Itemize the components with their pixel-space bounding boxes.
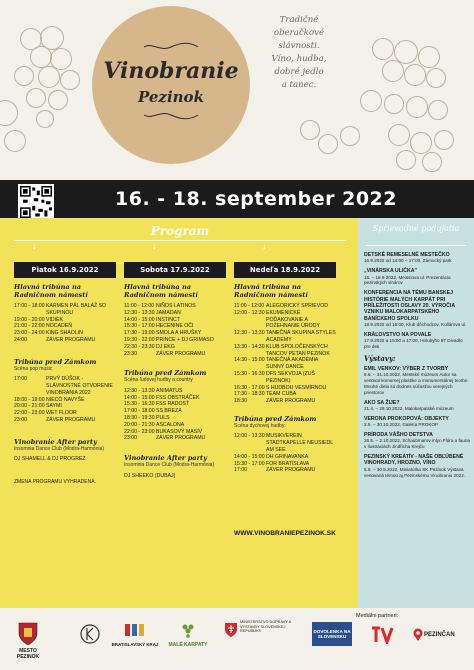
performer: EKUMENICKÉ POĎAKOVANIE A POŽEHNANIE ÚRODY	[266, 309, 320, 330]
schedule-row	[124, 415, 226, 422]
time: 22:00 - 23:00	[14, 410, 45, 417]
time: 23:00	[124, 435, 137, 442]
event-dates: 16. - 18. september 2022	[115, 188, 397, 210]
schedule-row	[14, 330, 116, 337]
logo-badge	[92, 6, 250, 164]
event-name: VERONA PROKOPOVÁ: OBJEKTY	[364, 415, 449, 422]
schedule-row	[124, 408, 226, 415]
performer: NIECÓ NAVYŠE	[46, 396, 85, 403]
schedule-row	[234, 310, 336, 330]
header	[0, 0, 474, 180]
time: 20:00 - 21:30	[124, 421, 155, 428]
performer: KING SHAOLIN	[46, 330, 83, 337]
time: 12:30 - 13:30	[124, 309, 155, 316]
performer: DJ EKG	[156, 343, 175, 350]
schedule-row	[124, 351, 226, 358]
schedule-row	[14, 417, 116, 424]
time: 16:30 - 17:00	[234, 384, 265, 391]
time: 20:00 - 21:00	[14, 403, 45, 410]
side-events-title: Sprievodné podujatia	[372, 224, 460, 233]
event-detail: 21.4. – 29.10.2022, Malokarpatské múzeum	[364, 406, 454, 412]
performer: ASCALONA	[156, 421, 185, 428]
website-link[interactable]: WWW.VINOBRANIEPEZINOK.SK	[234, 530, 336, 538]
event-detail: 18.9.2022 od 15:00, Klub dôchodcov, Kollárova ul.	[364, 322, 467, 328]
time: 19:30 - 22:00	[124, 336, 155, 343]
stage-subtitle: Insomnia Dance Club (Modra-Harmónia)	[124, 462, 215, 469]
stage-title: Vinobranie After party	[124, 454, 207, 463]
time: 23:00 - 24:00	[14, 330, 45, 337]
tagline-line: Víno, hudba,	[271, 54, 327, 64]
stage-title: Tribúna pred Zámkom	[234, 414, 317, 423]
arrow-down-icon: ↓	[152, 241, 157, 251]
logo-subtitle: Pezinok	[138, 88, 204, 106]
performer: SMOLA A HRUŠKY	[156, 330, 202, 337]
time: 22:00 - 23:00	[124, 428, 155, 435]
performer: ZÁVER PROGRAMU	[46, 336, 96, 343]
time: 14:00 - 15:00	[234, 453, 265, 460]
performer: BUKASOVÝ MASÍV	[156, 428, 203, 435]
schedule-row	[14, 303, 116, 317]
partner-logo-text: BRATISLAVSKÝ KRAJ	[111, 642, 159, 647]
stage-subtitle: Scéna dychovej hudby	[234, 422, 285, 429]
coat-of-arms-icon	[18, 622, 38, 646]
partner-logo-text: PEZINČAN	[424, 632, 455, 638]
time: 15:30 - 16:30	[124, 401, 155, 408]
tv-logo-icon	[370, 626, 394, 644]
performer: FSS RADOSŤ	[156, 401, 190, 408]
event-name: AKO SA ŽIJE?	[364, 399, 400, 406]
partner-logo-text: MINISTERSTVO DOPRAVY A VÝSTAVBY SLOVENSKEJ REPUBLIKY	[240, 620, 291, 634]
event-name: PRÍRODA VÁŠHO DETSTVA	[364, 432, 433, 439]
performer: JAMADAN	[156, 309, 181, 316]
time: 17:30 - 18:30	[234, 391, 265, 398]
time: 15:30 - 16:30	[234, 370, 265, 377]
day-header: Sobota 17.9.2022	[124, 262, 226, 278]
time: 12:00 - 12:30	[234, 309, 265, 316]
performer: S HUDBOU VESMÍRNOU	[266, 384, 327, 391]
schedule-row	[234, 371, 336, 385]
performer: FSS OBSTRÁČEK	[156, 394, 200, 401]
performer: INSTINCT	[156, 316, 180, 323]
time: 15:30 - 17:00	[234, 460, 265, 467]
performer: KARMEN PÁL BALÁŽ SO SKUPINOU	[46, 303, 107, 316]
stage-section	[14, 438, 116, 463]
event-detail: 26.5. – 2.10.2022, Schaubmarov mlyn Flóra a fauna v ilustráciách Jindřicha Krejču	[364, 438, 470, 450]
event-name: KONFERENCIA NA TÉMU BANSKEJ HISTÓRIE MALÝCH KARPÁT PRI PRÍLEŽITOSTI OSLAVY 20. VÝROČIA VZNIKU MALOKARPATSKÉHO BANÍCKEHO SPOLKU	[364, 290, 455, 322]
footer	[0, 608, 474, 670]
time: 17:30 - 19:00	[124, 330, 155, 337]
list-item	[364, 454, 470, 478]
time: 17:00	[234, 467, 247, 474]
tagline-line: slávnosti.	[278, 41, 320, 51]
swirl-ornament-icon	[142, 42, 200, 52]
time: 17:00 - 18:00	[14, 303, 45, 309]
time: 14:30 - 15:00	[234, 357, 265, 364]
time: 17:00 - 18:00	[124, 408, 155, 415]
time: 17:00	[14, 376, 27, 383]
time: 14:00 - 15:00	[124, 316, 155, 323]
state-emblem-icon	[224, 622, 238, 638]
performer: NOCADEŇ	[46, 323, 72, 330]
performer: DJ SHEEKO (DUBAJ)	[124, 472, 176, 479]
schedule-row	[14, 456, 116, 463]
schedule-row	[124, 435, 226, 442]
partner-emblem-icon	[80, 622, 100, 646]
event-detail: 8.6. – 31.10.2022, Mestské múzeum Autor sa venoval komornej plastike a monumentálnej tvorbe. Mnohé diela sú dodnes súčasťou verejných priestorov	[364, 372, 469, 395]
performer: DFS SEKVOJA (ZUŠ PEZINOK)	[266, 370, 316, 384]
performer: WET FLOOR	[46, 410, 77, 417]
tagline-line: oberačkové	[273, 28, 325, 38]
stage-section	[14, 283, 116, 344]
performer: TANEČNÁ AKADÉMIA SUNNY DANCE	[266, 357, 319, 371]
performer: ZÁVER PROGRAMU	[156, 350, 206, 357]
side-events-panel	[358, 218, 474, 608]
day-column-saturday	[124, 262, 226, 602]
stage-section	[124, 369, 226, 442]
program-note: ZMENA PROGRAMU VYHRADENÁ.	[14, 479, 96, 486]
stage-title: Hlavná tribúna na Radničnom námestí	[124, 283, 198, 299]
performer: SAYMI	[46, 403, 62, 410]
event-name: „VINÁRSKA ULIČKA"	[364, 268, 417, 275]
schedule-row	[124, 337, 226, 344]
event-name: KRÁĽOVSTVO NA POVALE	[364, 332, 432, 339]
time: 18:30	[234, 398, 247, 405]
time: 18:00 - 19:00	[14, 396, 45, 403]
performer: DJ SHAMELL & DJ PROGREZ	[14, 456, 86, 463]
time: 22:30 - 23:30	[124, 343, 155, 350]
schedule-row	[14, 403, 116, 410]
arrow-down-icon: ↓	[262, 241, 267, 251]
schedule-row	[124, 330, 226, 337]
day-header: Nedeľa 18.9.2022	[234, 262, 336, 278]
schedule-row	[234, 344, 336, 358]
stage-subtitle: Scéna ľudovej hudby a country	[124, 377, 193, 384]
time: 23:30	[124, 350, 137, 357]
schedule-row	[124, 303, 226, 310]
day-header: Piatok 16.9.2022	[14, 262, 116, 278]
exhibitions-title: Výstavy:	[364, 354, 396, 364]
tagline-line: dobré jedlo	[274, 67, 324, 77]
event-detail: 16.9.2022 od 14:00 – 17:00, Zámocký park	[364, 258, 452, 264]
list-item	[364, 252, 470, 264]
performer: ANIMATUS	[156, 387, 183, 394]
performer: PRINCE + DJ GRIMASO	[156, 336, 214, 343]
time: 15:30 - 17:00	[124, 323, 155, 330]
schedule-row	[124, 401, 226, 408]
stage-title: Tribúna pred Zámkom	[14, 357, 97, 366]
performer: ZÁVER PROGRAMU	[156, 435, 206, 442]
performer: HECENINE OČI	[156, 323, 194, 330]
list-item	[364, 432, 470, 450]
performer: FOR BRATISLAVA	[266, 460, 310, 467]
stage-section	[124, 454, 226, 479]
schedule-row	[234, 433, 336, 453]
region-logo-icon	[124, 622, 146, 638]
schedule-row	[124, 344, 226, 351]
performer: VIDIEK	[46, 316, 64, 323]
stage-title: Hlavná tribúna na Radničnom námestí	[234, 283, 308, 299]
pin-icon	[412, 628, 424, 642]
performer: PULS	[156, 415, 170, 422]
tagline	[250, 14, 348, 92]
time: 18:30 - 19:30	[124, 415, 155, 422]
performer: ZÁVER PROGRAMU	[46, 417, 96, 424]
event-detail: 2.9. – 30.10.2022, Galéria PROKOP	[364, 422, 439, 428]
time: 19:00 - 20:00	[14, 316, 45, 323]
tagline-line: Tradičné	[279, 15, 319, 25]
schedule-row	[234, 303, 336, 310]
event-name: PEZINSKÝ KREATÍV - NAŠE OBĽÚBENÉ VINOHRADY, HROZNO, VÍNO	[364, 454, 464, 467]
stage-title: Tribúna pred Zámkom	[124, 369, 207, 378]
schedule-row	[234, 330, 336, 344]
day-column-sunday	[234, 262, 336, 602]
performer: KLUB SPOLOČENSKÝCH TANCOV PETAN PEZINOK	[266, 343, 330, 357]
stage-subtitle: Insomnia Dance Club (Modra-Harmónia)	[14, 445, 105, 452]
schedule-row	[234, 467, 336, 474]
performer: SS BREZA	[156, 408, 182, 415]
schedule-row	[14, 323, 116, 330]
schedule-row	[234, 357, 336, 371]
list-item	[364, 400, 470, 412]
schedule-row	[14, 397, 116, 404]
performer: DH GRINAVANKA	[266, 453, 309, 460]
time: 23:00	[14, 417, 27, 424]
time: 11:00 - 12:00	[234, 303, 265, 309]
time: 21:00 - 22:00	[14, 323, 45, 330]
tagline-line: a tanec.	[281, 80, 317, 90]
divider	[366, 245, 466, 246]
stage-subtitle: Scéna pop music	[14, 365, 53, 372]
partner-logo-text: DOVOLENKA NA SLOVENSKU	[312, 622, 352, 646]
stage-section	[234, 283, 336, 405]
performer: ZÁVER PROGRAMU	[266, 398, 316, 405]
stage-title: Hlavná tribúna na Radničnom námestí	[14, 283, 88, 299]
event-detail: 17.9.2022 a 15:00 a 17:00, Holubyho 87 Divadlo pre deti	[364, 338, 463, 350]
schedule-row	[124, 422, 226, 429]
list-item	[364, 290, 470, 328]
schedule-row	[124, 310, 226, 317]
event-name: DETSKÉ REMESELNÉ MESTEČKO	[364, 252, 450, 258]
performer: TEAM CUBA	[266, 391, 297, 398]
schedule-row	[234, 385, 336, 392]
swirl-ornament-icon	[142, 110, 200, 120]
time: 14:00 - 15:00	[124, 394, 155, 401]
stage-title: Vinobranie After party	[14, 437, 97, 446]
list-item	[364, 366, 470, 396]
day-column-friday	[14, 262, 116, 602]
schedule-row	[14, 376, 116, 396]
partner-logo-text: MALÉ KARPATY	[168, 642, 208, 648]
schedule-row	[234, 454, 336, 461]
stage-section	[234, 415, 336, 474]
partners-label: Mediálni partneri:	[356, 613, 399, 619]
divider	[14, 240, 346, 241]
qr-code-icon[interactable]	[18, 184, 54, 220]
schedule-row	[234, 398, 336, 405]
performer: NIÑOS LATINOS	[156, 303, 196, 309]
event-name: EMIL VENKOV: VÝBER Z TVORBY	[364, 366, 449, 373]
event-detail: 5.9. – 30.9.2022, Miniatúrka SK Pezinok Výstava venovaná témou aj Pezinskému Vinobraniu 2022.	[364, 466, 466, 478]
time: 12:30 - 13:30	[124, 387, 155, 394]
performer: ALEGORICKÝ SPRIEVOD	[266, 303, 328, 309]
program-title: Program	[150, 224, 210, 238]
stage-section	[124, 283, 226, 357]
performer: TANEČNÁ SKUPINA STYLES ACADEMY	[266, 330, 336, 343]
logo-title: Vinobranie	[103, 58, 239, 84]
list-item	[364, 332, 470, 350]
time: 13:30 - 14:30	[234, 343, 265, 350]
schedule-row	[124, 473, 226, 480]
schedule-row	[124, 388, 226, 395]
time: 12:30 - 13:30	[234, 330, 265, 337]
performer: ZÁVER PROGRAMU	[266, 467, 316, 474]
time: 12:00 - 13:30	[234, 433, 265, 440]
grape-logo-icon	[180, 622, 196, 638]
event-detail: 16. – 18.9.2022, Meissiova ul. Prezentácia pezinských vinárov	[364, 274, 451, 286]
stage-section	[14, 358, 116, 424]
partner-logo-text: MESTO PEZINOK	[16, 648, 40, 660]
performer: MUSIKVEREIN STADTKAPELLE NEUSIEDL AM SEE	[266, 433, 333, 454]
time: 11:00 - 12:00	[124, 303, 155, 309]
arrow-down-icon: ↓	[32, 241, 37, 251]
time: 24:00	[14, 336, 27, 343]
side-events-list	[364, 252, 470, 482]
list-item	[364, 416, 470, 428]
list-item	[364, 268, 470, 286]
performer: PRVÝ DÚŠOK - SLÁVNOSTNÉ OTVORENIE VINOBRANIA 2022	[46, 376, 113, 396]
schedule-row	[14, 337, 116, 344]
